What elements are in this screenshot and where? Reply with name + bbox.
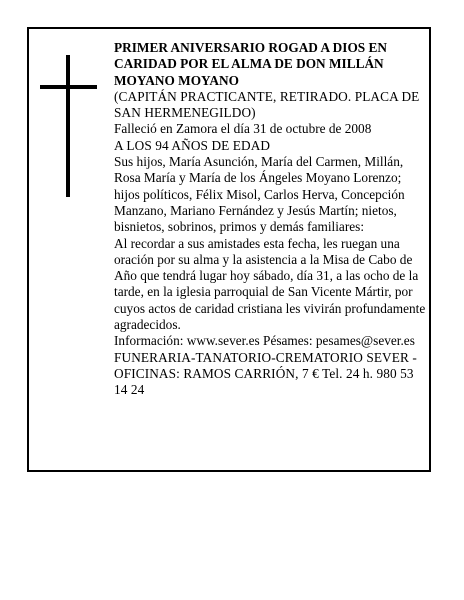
death-date: Falleció en Zamora el día 31 de octubre de 2008 [114,121,372,137]
family-list: Sus hijos, María Asunción, María del Carmen, Millán, Rosa María y María de los Ángeles Moyano Lorenzo; hijos políticos, Félix Misol, Carlos Herva, Concepción Manzano, Mariano Fernández y Jesús Martín; nietos, bisnietos, sobrinos, primos y demás familiares: [114,154,405,235]
deceased-rank: (CAPITÁN PRACTICANTE, RETIRADO. PLACA DE SAN HERMENEGILDO) [114,88,420,121]
mass-announcement: Al recordar a sus amistades esta fecha, les ruegan una oración por su alma y la asistencia a la Misa de Cabo de Año que tendrá lugar hoy sábado, día 31, a las ocho de la tarde, en la iglesia parroquial de San Vicente Mártir, por cuyos actos de caridad cristiana les vivirán profundamente agradecidos. [114,235,426,333]
contact-info: Información: www.sever.es Pésames: pesames@sever.es [114,333,415,349]
notice-heading: PRIMER ANIVERSARIO ROGAD A DIOS EN CARIDAD POR EL ALMA DE DON MILLÁN MOYANO MOYANO [114,40,387,88]
notice-text [114,40,426,399]
funeral-home-info: FUNERARIA-TANATORIO-CREMATORIO SEVER - OFICINAS: RAMOS CARRIÓN, 7 € Tel. 24 h. 980 53 14 24 [114,349,417,398]
deceased-age: A LOS 94 AÑOS DE EDAD [114,137,271,153]
cross-vertical-bar [66,55,70,197]
cross-horizontal-bar [40,85,97,89]
